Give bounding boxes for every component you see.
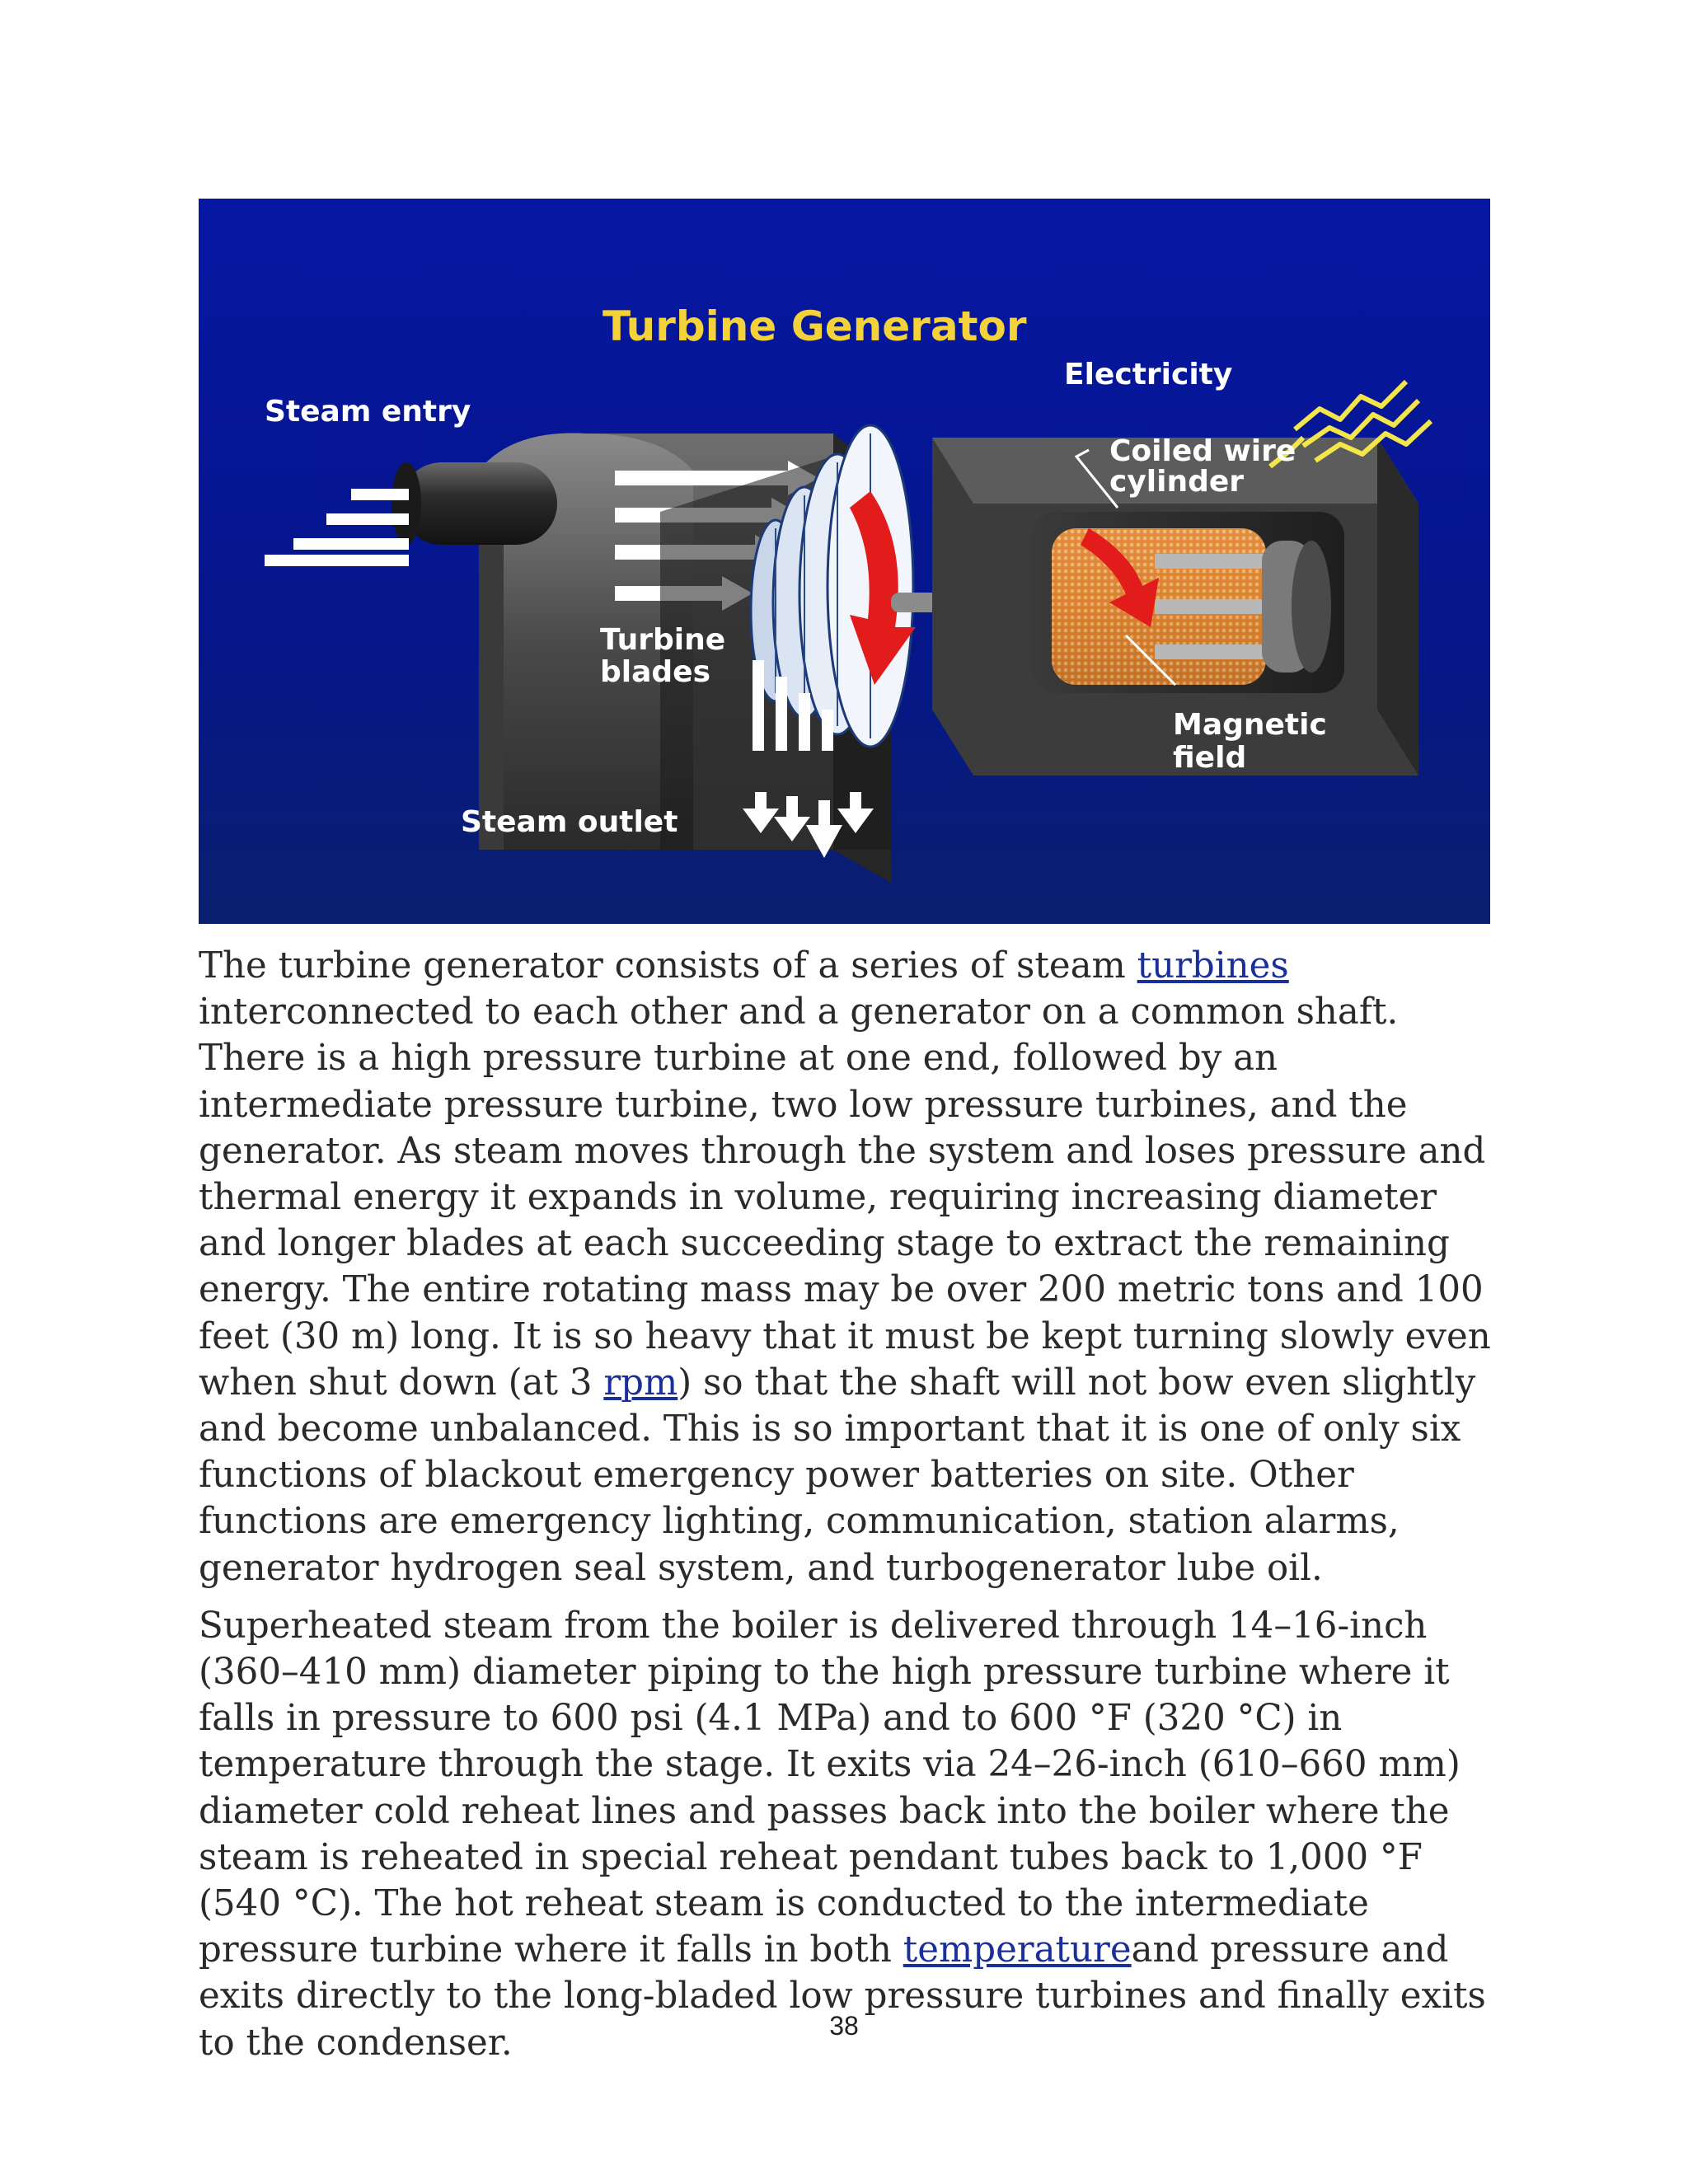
turbine-generator-figure [199,199,1490,924]
label-cylinder: cylinder [1109,465,1245,499]
turbine-generator-illustration [199,199,1490,924]
body-text [199,943,1493,2078]
label-electricity: Electricity [1064,358,1233,391]
page-number: 38 [829,2011,859,2041]
steam-entry-pipe [392,462,557,545]
paragraph-1-text-b: interconnected to each other and a generator on a common shaft. There is a high pressure turbine at one end, followed by an intermediate pressure turbine, two low pressure turbines, and the generator. As steam moves through the system and loses pressure and thermal energy it expands in volume, requiring increasing diameter and longer blades at each succeeding stage to extract the remaining energy. The entire rotating mass may be over 200 metric tons and 100 feet (30 m) long. It is so heavy that it must be kept turning slowly even when shut down (at 3 [199,991,1491,1404]
paragraph-1-text-c: ) so that the shaft will not bow even slightly and become unbalanced. This is so important that it is one of only six functions of blackout emergency power batteries on site. Other functions are emergency lighting, communication, station alarms, generator hydrogen seal system, and turbogenerator lube oil. [199,1361,1476,1589]
label-field: field [1173,741,1247,775]
label-steam-entry: Steam entry [265,395,471,429]
label-turbine: Turbine [600,623,726,657]
paragraph-1 [199,943,1493,1591]
paragraph-1-text-a: The turbine generator consists of a series of steam [199,945,1137,987]
link-temperature[interactable]: temperature [903,1929,1132,1971]
label-magnetic: Magnetic [1173,708,1327,742]
link-turbines[interactable]: turbines [1137,945,1289,987]
paragraph-2-text-b: and pressure and exits directly to the long-bladed low pressure turbines and finally exits to the condenser. [199,1929,1486,2064]
link-rpm[interactable]: rpm [603,1361,678,1404]
figure-title: Turbine Generator [603,302,1027,350]
label-coiled-wire: Coiled wire [1109,434,1296,468]
paragraph-2 [199,1603,1493,2066]
paragraph-2-text-a: Superheated steam from the boiler is delivered through 14–16-inch (360–410 mm) diameter piping to the high pressure turbine where it falls in pressure to 600 psi (4.1 MPa) and to 600 °F (320 °C) in temperature through the stage. It exits via 24–26-inch (610–660 mm) diameter cold reheat lines and passes back into the boiler where the steam is reheated in special reheat pendant tubes back to 1,000 °F (540 °C). The hot reheat steam is conducted to the intermediate pressure turbine where it falls in both [199,1605,1461,1971]
label-steam-outlet: Steam outlet [461,805,678,839]
label-blades: blades [600,655,711,689]
